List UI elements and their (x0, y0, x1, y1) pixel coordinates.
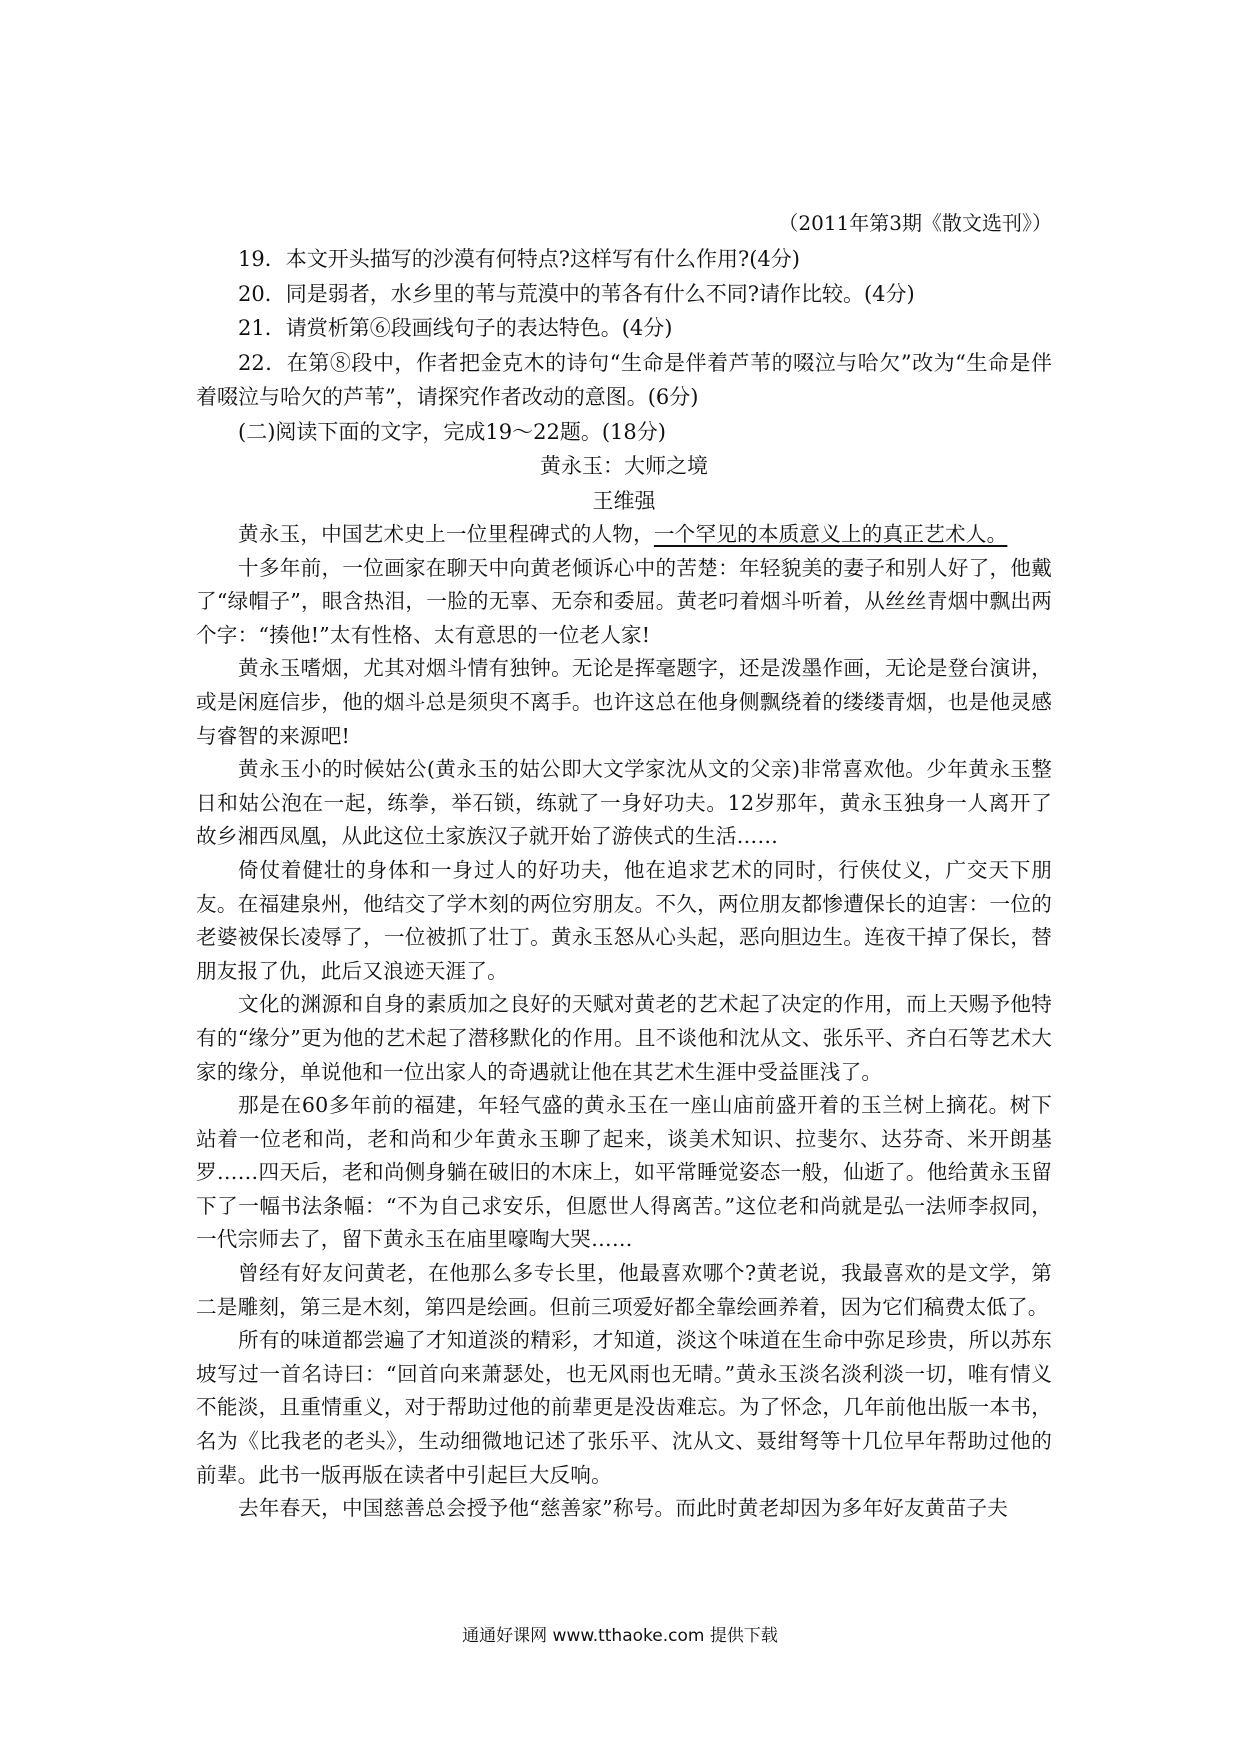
article-paragraph: 文化的渊源和自身的素质加之良好的天赋对黄老的艺术起了决定的作用，而上天赐予他特有的“缘分”更为他的艺术起了潜移默化的作用。且不谈他和沈从文、张乐平、齐白石等艺术大家的缘分，单说他和一位出家人的奇遇就让他在其艺术生涯中受益匪浅了。 (196, 992, 1052, 1084)
intro-text: 黄永玉，中国艺术史上一位里程碑式的人物， (238, 522, 654, 546)
article-title: 黄永玉：大师之境 (540, 454, 708, 478)
article-body (196, 518, 1052, 1526)
page-footer: 通通好课网 www.tthaoke.com 提供下载 (462, 1626, 778, 1646)
question-22: 22．在第⑧段中，作者把金克木的诗句“生命是伴着芦苇的啜泣与哈欠”改为“生命是伴着啜泣与哈欠的芦苇”，请探究作者改动的意图。(6分) (196, 350, 1052, 409)
question-20: 20．同是弱者，水乡里的苇与荒漠中的苇各有什么不同?请作比较。(4分) (238, 281, 915, 306)
article-paragraph: 倚仗着健壮的身体和一身过人的好功夫，他在追求艺术的同时，行侠仗义，广交天下朋友。在福建泉州，他结交了学木刻的两位穷朋友。不久，两位朋友都惨遭保长的迫害：一位的老婆被保长凌辱了，一位被抓了壮丁。黄永玉怒从心头起，恶向胆边生。连夜干掉了保长，替朋友报了仇，此后又浪迹天涯了。 (196, 857, 1052, 983)
question-list (196, 242, 1052, 415)
article-paragraph: 去年春天，中国慈善总会授予他“慈善家”称号。而此时黄老却因为多年好友黄苗子夫 (238, 1496, 1009, 1521)
article-author: 王维强 (592, 488, 656, 513)
underlined-sentence: 一个罕见的本质意义上的真正艺术人。 (653, 522, 1008, 546)
page-content (196, 206, 1052, 1526)
article-paragraph: 黄永玉嗜烟，尤其对烟斗情有独钟。无论是挥毫题字，还是泼墨作画，无论是登台演讲，或是闲庭信步，他的烟斗总是须臾不离手。也许这总在他身侧飘绕着的缕缕青烟，也是他灵感与睿智的来源吧! (196, 656, 1052, 748)
article-intro-paragraph (196, 518, 1052, 552)
article-paragraph: 所有的味道都尝遍了才知道淡的精彩，才知道，淡这个味道在生命中弥足珍贵，所以苏东坡写过一首名诗曰：“回首向来萧瑟处，也无风雨也无晴。”黄永玉淡名淡利淡一切，唯有情义不能淡，且重情重义，对于帮助过他的前辈更是没齿难忘。为了怀念，几年前他出版一本书，名为《比我老的老头》，生动细微地记述了张乐平、沈从文、聂绀弩等十几位早年帮助过他的前辈。此书一版再版在读者中引起巨大反响。 (196, 1328, 1052, 1487)
source-citation: （2011年第3期《散文选刊》） (778, 211, 1052, 235)
question-19: 19．本文开头描写的沙漠有何特点?这样写有什么作用?(4分) (238, 247, 800, 271)
question-21: 21．请赏析第⑥段画线句子的表达特色。(4分) (238, 316, 673, 340)
article-paragraph: 那是在60多年前的福建，年轻气盛的黄永玉在一座山庙前盛开着的玉兰树上摘花。树下站着一位老和尚，老和尚和少年黄永玉聊了起来，谈美术知识、拉斐尔、达芬奇、米开朗基罗……四天后，老和尚侧身躺在破旧的木床上，如平常睡觉姿态一般，仙逝了。他给黄永玉留下了一幅书法条幅：“不为自己求安乐，但愿世人得离苦。”这位老和尚就是弘一法师李叔同，一代宗师去了，留下黄永玉在庙里嚎啕大哭…… (196, 1093, 1052, 1252)
section-heading: (二)阅读下面的文字，完成19～22题。(18分) (238, 419, 666, 444)
article-paragraph: 曾经有好友问黄老，在他那么多专长里，他最喜欢哪个?黄老说，我最喜欢的是文学，第二是雕刻，第三是木刻，第四是绘画。但前三项爱好都全靠绘画养着，因为它们稿费太低了。 (196, 1261, 1052, 1319)
article-paragraph: 十多年前，一位画家在聊天中向黄老倾诉心中的苦楚：年轻貌美的妻子和别人好了，他戴了“绿帽子”，眼含热泪，一脸的无辜、无奈和委屈。黄老叼着烟斗听着，从丝丝青烟中飘出两个字：“揍他!”太有性格、太有意思的一位老人家! (196, 555, 1052, 647)
article-paragraph: 黄永玉小的时候姑公(黄永玉的姑公即大文学家沈从文的父亲)非常喜欢他。少年黄永玉整日和姑公泡在一起，练拳，举石锁，练就了一身好功夫。12岁那年，黄永玉独身一人离开了故乡湘西凤凰，从此这位土家族汉子就开始了游侠式的生活…… (196, 757, 1052, 849)
